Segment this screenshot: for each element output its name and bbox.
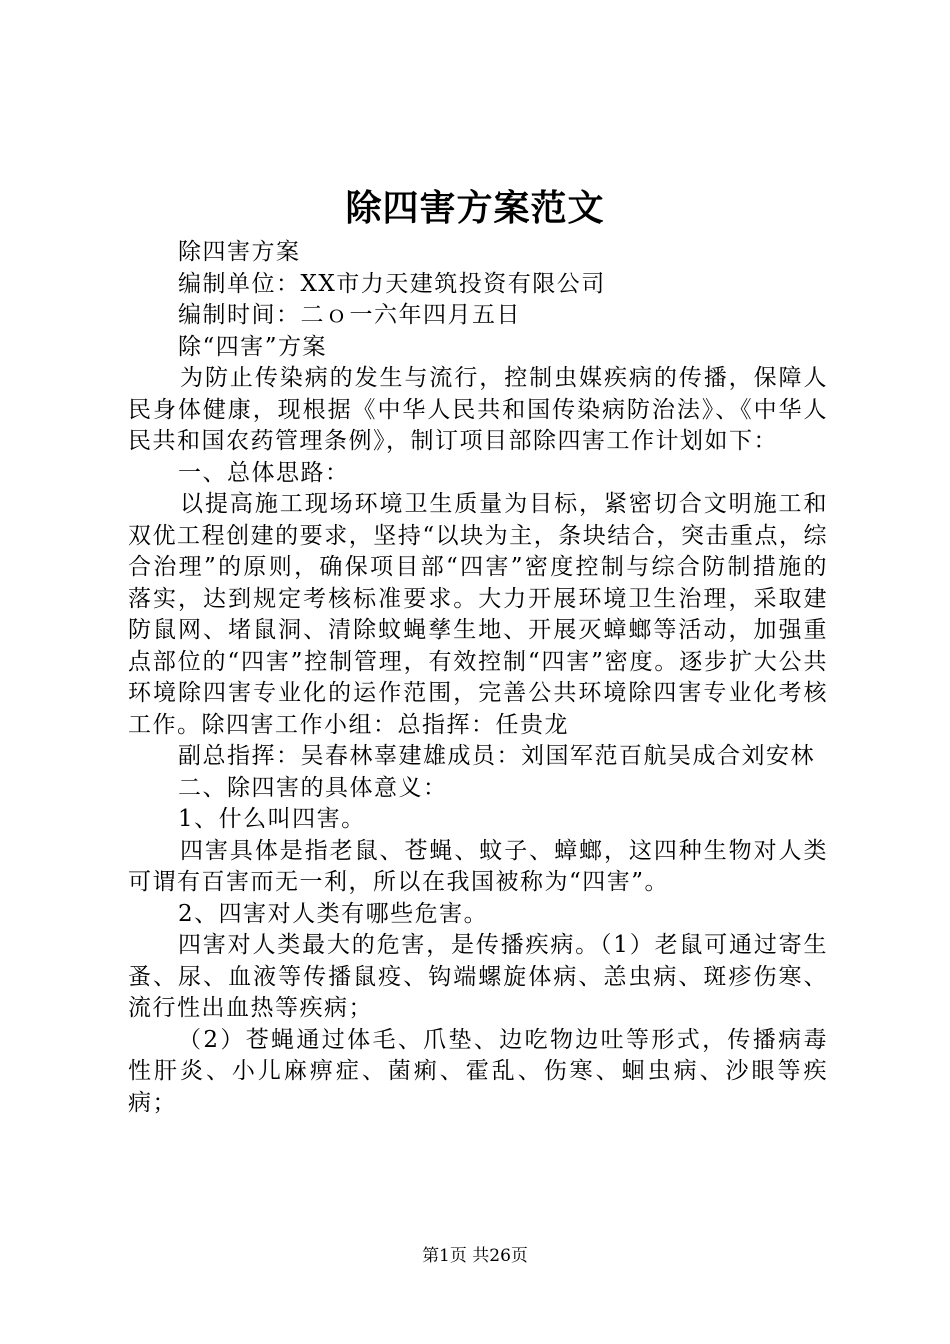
paragraph-harms-flies: （2）苍蝇通过体毛、爪垫、边吃物边吐等形式，传播病毒性肝炎、小儿麻痹症、菌痢、霍乱、伤寒、蛔虫病、沙眼等疾病； [128, 1026, 828, 1116]
paragraph-team-members: 副总指挥：吴春林辜建雄成员：刘国军范百航吴成合刘安林 [178, 743, 815, 769]
paragraph-overall-approach: 以提高施工现场环境卫生质量为目标，紧密切合文明施工和双优工程创建的要求，坚持“以块为主，条块结合，突击重点，综合治理”的原则，确保项目部“四害”密度控制与综合防制措施的落实，达到规定考核标准要求。大力开展环境卫生治理，采取建防鼠网、堵鼠洞、清除蚊蝇孳生地、开展灭蟑螂等活动，加强重点部位的“四害”控制管理，有效控制“四害”密度。逐步扩大公共环境除四害专业化的运作范围，完善公共环境除四害专业化考核工作。除四害工作小组：总指挥：任贵龙 [128, 491, 828, 738]
paragraph-definition: 四害具体是指老鼠、苍蝇、蚊子、蟑螂，这四种生物对人类可谓有百害而无一利，所以在我国被称为“四害”。 [128, 837, 828, 895]
subheading-harms: 2、四害对人类有哪些危害。 [178, 900, 489, 927]
document-body [128, 237, 828, 1119]
page-footer: 第1页 共26页 [422, 1246, 528, 1266]
paragraph-doc-name: 除四害方案 [178, 239, 301, 265]
section-heading-2: 二、除四害的具体意义： [178, 774, 448, 801]
paragraph-harms-rats: 四害对人类最大的危害，是传播疾病。（1）老鼠可通过寄生蚤、尿、血液等传播鼠疫、钩端螺旋体病、恙虫病、斑疹伤寒、流行性出血热等疾病； [128, 932, 828, 1021]
subheading-what-is: 1、什么叫四害。 [178, 806, 366, 832]
paragraph-subtitle: 除“四害”方案 [178, 333, 328, 360]
document-title: 除四害方案范文 [345, 187, 605, 229]
paragraph-date: 编制时间：二ｏ一六年四月五日 [178, 302, 521, 328]
paragraph-intro: 为防止传染病的发生与流行，控制虫媒疾病的传播，保障人民身体健康，现根据《中华人民共和国传染病防治法》、《中华人民共和国农药管理条例》，制订项目部除四害工作计划如下： [128, 365, 828, 454]
paragraph-author-unit: 编制单位：XX市力天建筑投资有限公司 [178, 270, 606, 297]
section-heading-1: 一、总体思路： [178, 459, 350, 486]
